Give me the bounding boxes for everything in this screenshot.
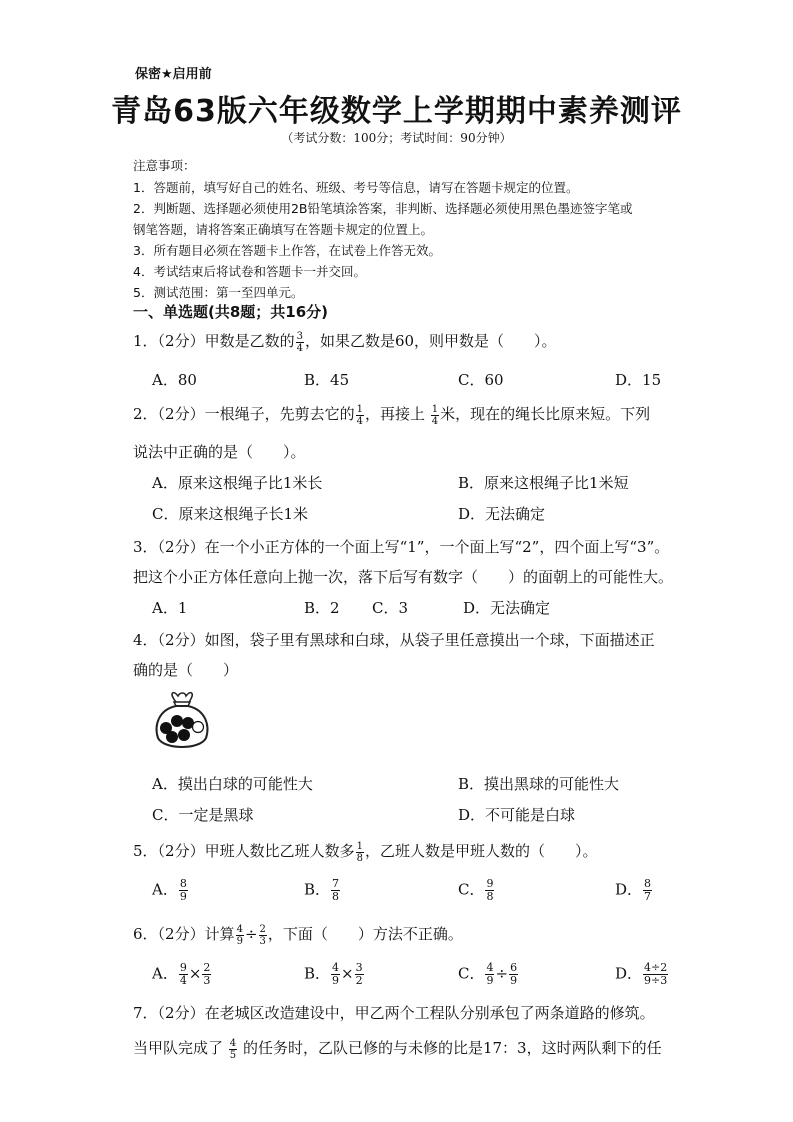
fraction — [259, 924, 267, 947]
question-5-stem — [133, 840, 597, 864]
stem-text: ，如果乙数是60，则甲数是（ ）。 — [304, 332, 557, 350]
question-7-stem-line2 — [133, 1037, 662, 1061]
white-ball — [193, 722, 204, 733]
stem-text: 的任务时，乙队已修的与未修的比是17：3，这时两队剩下的任 — [242, 1039, 662, 1057]
option-label: C． — [458, 964, 485, 983]
numerator: 8 — [644, 877, 652, 890]
exam-subtitle: （考试分数：100分；考试时间：90分钟） — [281, 131, 512, 145]
section-heading: 一、单选题(共8题；共16分) — [133, 303, 329, 321]
numerator: 7 — [332, 877, 340, 890]
option-label: A． — [152, 880, 178, 899]
fraction — [331, 962, 340, 987]
numerator: 1 — [356, 840, 363, 852]
option-d[interactable]: D．无法确定 — [458, 505, 546, 523]
stem-text: ，乙班人数是甲班人数的（ ）。 — [364, 842, 598, 860]
denominator: 4 — [431, 415, 439, 427]
question-7-stem: 7．（2分）在老城区改造建设中，甲乙两个工程队分别承包了两条道路的修筑。 — [133, 1004, 655, 1022]
fraction — [355, 962, 364, 987]
denominator: 8 — [332, 890, 340, 903]
stem-text: ，再接上 — [364, 405, 425, 423]
option-a[interactable] — [152, 962, 212, 987]
numerator: 6 — [510, 961, 518, 974]
question-2-stem-line2: 说法中正确的是（ ）。 — [133, 443, 306, 461]
option-c[interactable] — [458, 878, 495, 903]
option-d[interactable] — [615, 878, 653, 903]
ball-bag-image — [152, 690, 212, 752]
note-item: 5．测试范围：第一至四单元。 — [133, 285, 304, 300]
fraction — [643, 878, 652, 903]
question-4-stem: 4．（2分）如图，袋子里有黑球和白球，从袋子里任意摸出一个球，下面描述正 — [133, 631, 655, 649]
denominator: 8 — [356, 852, 363, 864]
fraction — [179, 878, 188, 903]
stem-text: 米，现在的绳长比原来短。下列 — [440, 405, 651, 423]
option-c[interactable]: C．原来这根绳子长1米 — [152, 505, 309, 523]
option-a[interactable]: A．摸出白球的可能性大 — [152, 775, 313, 793]
question-4-stem-line2: 确的是（ ） — [133, 661, 239, 679]
fraction — [331, 878, 340, 903]
denominator: 2 — [355, 974, 363, 987]
operator: ÷ — [495, 964, 509, 983]
denominator: 4 — [356, 415, 363, 427]
fraction — [296, 331, 304, 354]
option-b[interactable]: B．45 — [304, 371, 350, 389]
stem-text: 6．（2分）计算 — [133, 925, 235, 943]
numerator: 8 — [179, 877, 187, 890]
option-d[interactable]: D．不可能是白球 — [458, 806, 576, 824]
stem-text: 2．（2分）一根绳子，先剪去它的 — [133, 405, 355, 423]
numerator: 2 — [203, 961, 211, 974]
operator: × — [341, 964, 354, 983]
option-d[interactable]: D．无法确定 — [463, 599, 551, 617]
option-b[interactable]: B．原来这根绳子比1米短 — [458, 474, 629, 492]
denominator: 9÷3 — [644, 974, 668, 987]
denominator: 4 — [296, 342, 303, 354]
option-a[interactable]: A．1 — [152, 599, 188, 617]
question-3-stem: 3．（2分）在一个小正方体的一个面上写“1”，一个面上写“2”，四个面上写“3”。 — [133, 538, 670, 556]
denominator: 9 — [510, 974, 518, 987]
numerator: 3 — [355, 961, 363, 974]
denominator: 5 — [229, 1049, 237, 1061]
numerator: 4 — [236, 923, 243, 935]
option-c[interactable]: C．一定是黑球 — [152, 806, 254, 824]
fraction — [485, 962, 494, 987]
note-item: 1．答题前，填写好自己的姓名、班级、考号等信息，请写在答题卡规定的位置。 — [133, 180, 579, 195]
question-3-stem-line2: 把这个小正方体任意向上抛一次，落下后写有数字（ ）的面朝上的可能性大。 — [133, 568, 674, 586]
question-6-stem — [133, 923, 463, 947]
denominator: 4 — [179, 974, 187, 987]
black-ball — [171, 715, 183, 727]
option-label: B． — [304, 880, 331, 899]
option-c[interactable]: C．3 — [372, 599, 409, 617]
fraction — [179, 962, 188, 987]
option-b[interactable] — [304, 878, 341, 903]
numerator: 9 — [486, 877, 494, 890]
black-ball — [178, 729, 190, 741]
option-label: A． — [152, 964, 178, 983]
operator: × — [188, 964, 202, 983]
note-item: 3．所有题目必须在答题卡上作答，在试卷上作答无效。 — [133, 243, 441, 258]
exam-title: 青岛63版六年级数学上学期期中素养测评 — [111, 94, 682, 129]
fraction — [485, 878, 494, 903]
numerator: 4 — [486, 961, 494, 974]
option-a[interactable] — [152, 878, 189, 903]
option-label: D． — [615, 880, 643, 899]
option-b[interactable]: B．摸出黑球的可能性大 — [458, 775, 620, 793]
denominator: 9 — [179, 890, 187, 903]
fraction — [202, 962, 211, 987]
denominator: 8 — [486, 890, 494, 903]
question-1-stem — [133, 330, 557, 354]
black-ball — [166, 731, 178, 743]
fraction — [236, 924, 244, 947]
notes-heading: 注意事项： — [133, 158, 196, 173]
note-item: 2．判断题、选择题必须使用2B铅笔填涂答案，非判断、选择题必须使用黑色墨迹签字笔或 — [133, 201, 633, 216]
denominator: 3 — [203, 974, 211, 987]
fraction — [229, 1038, 237, 1061]
stem-text: 1．（2分）甲数是乙数的 — [133, 332, 295, 350]
stem-text: 当甲队完成了 — [133, 1039, 224, 1057]
fraction — [356, 841, 364, 864]
numerator: 4÷2 — [644, 961, 668, 974]
option-b[interactable] — [304, 962, 365, 987]
numerator: 4 — [229, 1037, 237, 1049]
denominator: 3 — [259, 935, 266, 947]
option-b[interactable]: B．2 — [304, 599, 340, 617]
note-item: 4．考试结束后将试卷和答题卡一并交回。 — [133, 264, 366, 279]
numerator: 1 — [431, 403, 439, 415]
fraction — [509, 962, 518, 987]
fraction — [356, 404, 364, 427]
option-c[interactable] — [458, 962, 519, 987]
numerator: 4 — [332, 961, 340, 974]
numerator: 2 — [259, 923, 266, 935]
numerator: 9 — [179, 961, 187, 974]
fraction — [643, 962, 668, 987]
option-label: D． — [615, 964, 643, 983]
option-label: C． — [458, 880, 485, 899]
numerator: 1 — [356, 403, 363, 415]
stem-text: ，下面（ ）方法不正确。 — [267, 925, 463, 943]
note-item: 钢笔答题，请将答案正确填写在答题卡规定的位置上。 — [133, 222, 434, 237]
stem-text: 5．（2分）甲班人数比乙班人数多 — [133, 842, 355, 860]
question-2-stem — [133, 403, 650, 427]
option-d[interactable]: D．15 — [615, 371, 662, 389]
fraction — [431, 404, 439, 427]
denominator: 9 — [332, 974, 340, 987]
confidential-label: 保密★启用前 — [135, 67, 212, 82]
option-d[interactable] — [615, 962, 669, 987]
option-c[interactable]: C．60 — [458, 371, 504, 389]
option-label: B． — [304, 964, 331, 983]
denominator: 7 — [644, 890, 652, 903]
denominator: 9 — [236, 935, 243, 947]
option-a[interactable]: A．80 — [152, 371, 197, 389]
numerator: 3 — [296, 330, 303, 342]
option-a[interactable]: A．原来这根绳子比1米长 — [152, 474, 323, 492]
denominator: 9 — [486, 974, 494, 987]
operator: ÷ — [244, 925, 258, 943]
